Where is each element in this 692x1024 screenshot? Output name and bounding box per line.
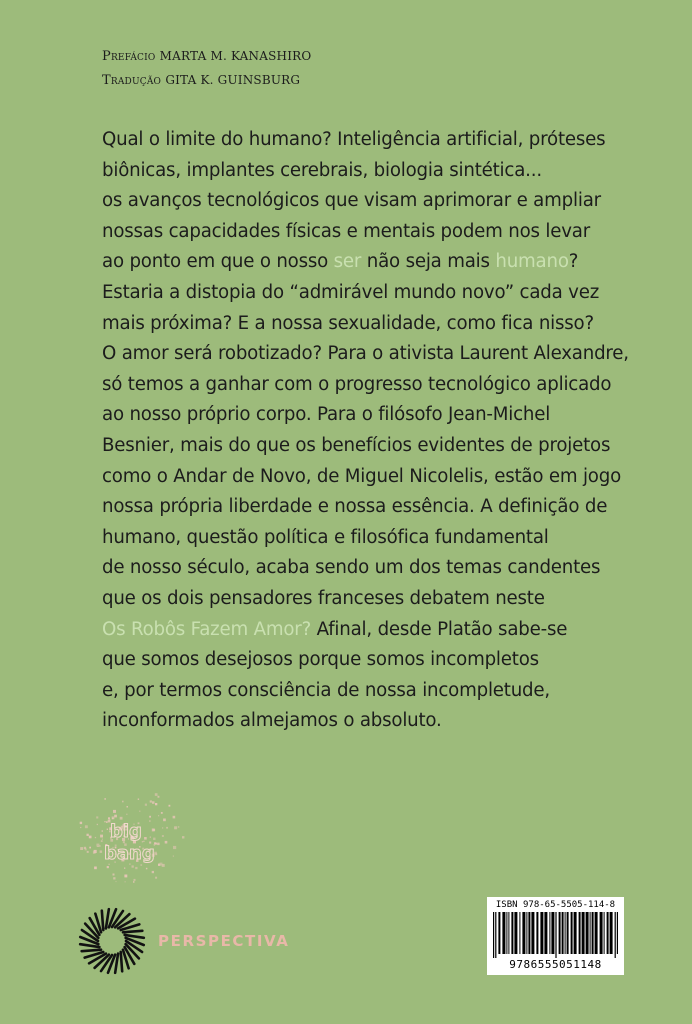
blurb-line [102,247,662,278]
translation-role: Tradução [102,73,162,88]
blurb-line [102,462,662,493]
preface-name: MARTA M. KANASHIRO [159,49,312,63]
blurb-text: inconformados almejamos o absoluto. [102,710,442,732]
blurb-line [102,553,662,584]
perspectiva-logo-icon [77,906,147,976]
back-cover-blurb [102,125,662,737]
blurb-line [102,309,662,340]
blurb-text: que os dois pensadores franceses debatem neste [102,587,545,609]
blurb-text: que somos desejosos porque somos incompletos [102,649,539,671]
blurb-text: não seja mais [361,251,496,273]
blurb-line [102,400,662,431]
blurb-line [102,370,662,401]
big-bang-logo [70,785,190,885]
blurb-text: Besnier, mais do que os benefícios evidentes de projetos [102,434,611,456]
blurb-text: humano, questão política e filosófica fundamental [102,526,549,548]
highlighted-term: Os Robôs Fazem Amor? [102,618,312,640]
blurb-line [102,156,662,187]
isbn-digits: 9786555051148 [509,958,602,971]
big-bang-text-2: bang [104,843,155,864]
blurb-text: O amor será robotizado? Para o ativista Laurent Alexandre, [102,343,629,365]
blurb-text: ? [568,251,579,273]
blurb-text: só temos a ganhar com o progresso tecnológico aplicado [102,373,612,395]
translation-name: GITA K. GUINSBURG [165,73,301,87]
blurb-line [102,523,662,554]
big-bang-text-1: big [110,821,142,842]
blurb-text: biônicas, implantes cerebrais, biologia sintética... [102,159,542,181]
blurb-line [102,125,662,156]
blurb-line [102,217,662,248]
blurb-line [102,186,662,217]
blurb-text: nossas capacidades físicas e mentais podem nos levar [102,220,590,242]
isbn-barcode [487,897,624,975]
preface-role: Prefácio [102,49,156,64]
blurb-line [102,584,662,615]
blurb-line [102,339,662,370]
blurb-text: os avanços tecnológicos que visam aprimorar e ampliar [102,190,601,212]
translation-credit [102,68,311,92]
blurb-text: como o Andar de Novo, de Miguel Nicolelis, estão em jogo [102,465,621,487]
blurb-text: nossa própria liberdade e nossa essência. A definição de [102,496,608,518]
blurb-line [102,492,662,523]
preface-credit [102,44,311,68]
blurb-text: Afinal, desde Platão sabe-se [311,618,568,640]
blurb-text: Estaria a distopia do “admirável mundo novo” cada vez [102,281,600,303]
blurb-line [102,431,662,462]
blurb-line [102,615,662,646]
blurb-text: ao nosso próprio corpo. Para o filósofo Jean-Michel [102,404,551,426]
publisher-name: PERSPECTIVA [158,932,290,950]
credits [102,44,311,92]
blurb-line [102,706,662,737]
blurb-line [102,645,662,676]
blurb-text: e, por termos consciência de nossa incompletude, [102,679,550,701]
highlighted-term: humano [495,251,569,273]
blurb-line [102,278,662,309]
blurb-text: Qual o limite do humano? Inteligência artificial, próteses [102,129,606,150]
barcode-bars [493,912,618,958]
blurb-text: de nosso século, acaba sendo um dos temas candentes [102,557,601,579]
blurb-text: mais próxima? E a nossa sexualidade, como fica nisso? [102,312,594,334]
blurb-text: ao ponto em que o nosso [102,251,334,273]
isbn-label: ISBN 978-65-5505-114-8 [495,900,616,910]
blurb-line [102,676,662,707]
highlighted-term: ser [333,251,362,273]
